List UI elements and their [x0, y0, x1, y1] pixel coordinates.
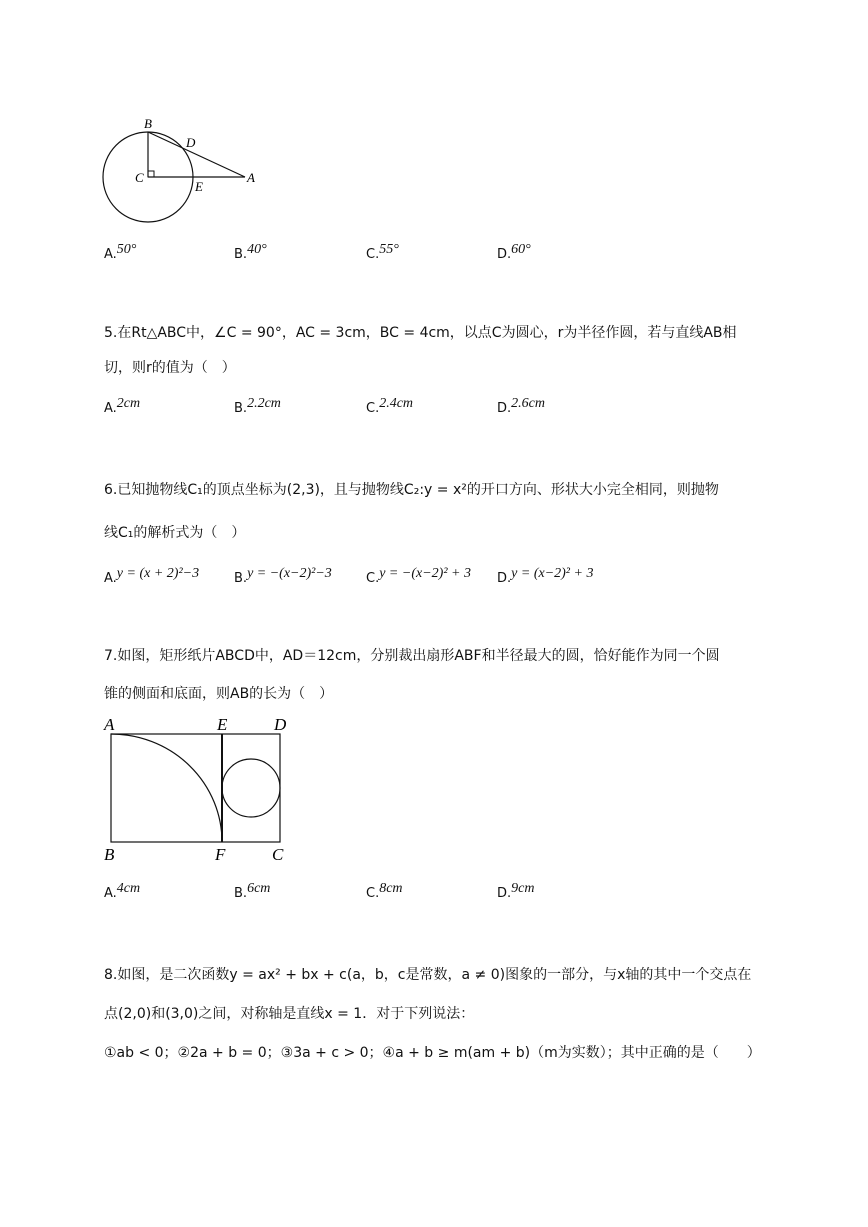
label-D: D	[274, 715, 287, 734]
q7-option-b[interactable]: B.6cm	[234, 881, 271, 901]
q7-option-a[interactable]: A.4cm	[104, 881, 141, 901]
rectangle-sector-figure	[100, 712, 300, 867]
q5-option-b[interactable]: B.2.2cm	[234, 396, 281, 416]
label-A: A	[104, 715, 115, 734]
q5-option-c[interactable]: C.2.4cm	[366, 396, 414, 416]
label-E: E	[195, 179, 203, 194]
q5-stem-line2: 切，则r的值为（ ）	[104, 360, 236, 376]
q6-option-d[interactable]: D.y = (x−2)² + 3	[497, 566, 594, 586]
q6-option-b[interactable]: B.y = −(x−2)²−3	[234, 566, 332, 586]
q8-stem-line1: 8.如图，是二次函数y = ax² + bx + c(a，b，c是常数，a ≠ 0)图象的一部分，与x轴的其中一个交点在	[104, 967, 752, 983]
q8-stem-line3: ①ab < 0；②2a + b = 0；③3a + c > 0；④a + b ≥ m(am + b)（m为实数）；其中正确的是（ ）	[104, 1045, 761, 1061]
q4-option-b[interactable]: B.40°	[234, 242, 267, 262]
label-C: C	[135, 170, 144, 185]
q5-option-a[interactable]: A.2cm	[104, 396, 141, 416]
q7-option-c[interactable]: C.8cm	[366, 881, 403, 901]
q4-option-d[interactable]: D.60°	[497, 242, 531, 262]
q6-stem-line2: 线C₁的解析式为（ ）	[104, 525, 246, 541]
label-A: A	[247, 170, 255, 185]
label-E: E	[217, 715, 228, 734]
label-C: C	[272, 845, 284, 864]
label-F: F	[215, 845, 226, 864]
label-D: D	[186, 135, 196, 150]
label-B: B	[104, 845, 115, 864]
q6-option-c[interactable]: C.y = −(x−2)² + 3	[366, 566, 471, 586]
q6-option-a[interactable]: A.y = (x + 2)²−3	[104, 566, 200, 586]
circle-triangle-figure	[95, 110, 270, 230]
q7-stem-line1: 7.如图，矩形纸片ABCD中，AD＝12cm，分别裁出扇形ABF和半径最大的圆，恰好能作为同一个圆	[104, 648, 720, 664]
q4-option-c[interactable]: C.55°	[366, 242, 399, 262]
q4-option-a[interactable]: A.50°	[104, 242, 137, 262]
q5-option-d[interactable]: D.2.6cm	[497, 396, 545, 416]
label-B: B	[144, 116, 152, 131]
q7-option-d[interactable]: D.9cm	[497, 881, 535, 901]
q5-stem-line1: 5.在Rt△ABC中，∠C = 90°，AC = 3cm，BC = 4cm，以点C为圆心，r为半径作圆，若与直线AB相	[104, 325, 737, 341]
q6-stem-line1: 6.已知抛物线C₁的顶点坐标为(2,3)，且与抛物线C₂:y = x²的开口方向、形状大小完全相同，则抛物	[104, 482, 719, 498]
q8-stem-line2: 点(2,0)和(3,0)之间，对称轴是直线x = 1．对于下列说法：	[104, 1006, 475, 1022]
q7-stem-line2: 锥的侧面和底面，则AB的长为（ ）	[104, 686, 334, 702]
